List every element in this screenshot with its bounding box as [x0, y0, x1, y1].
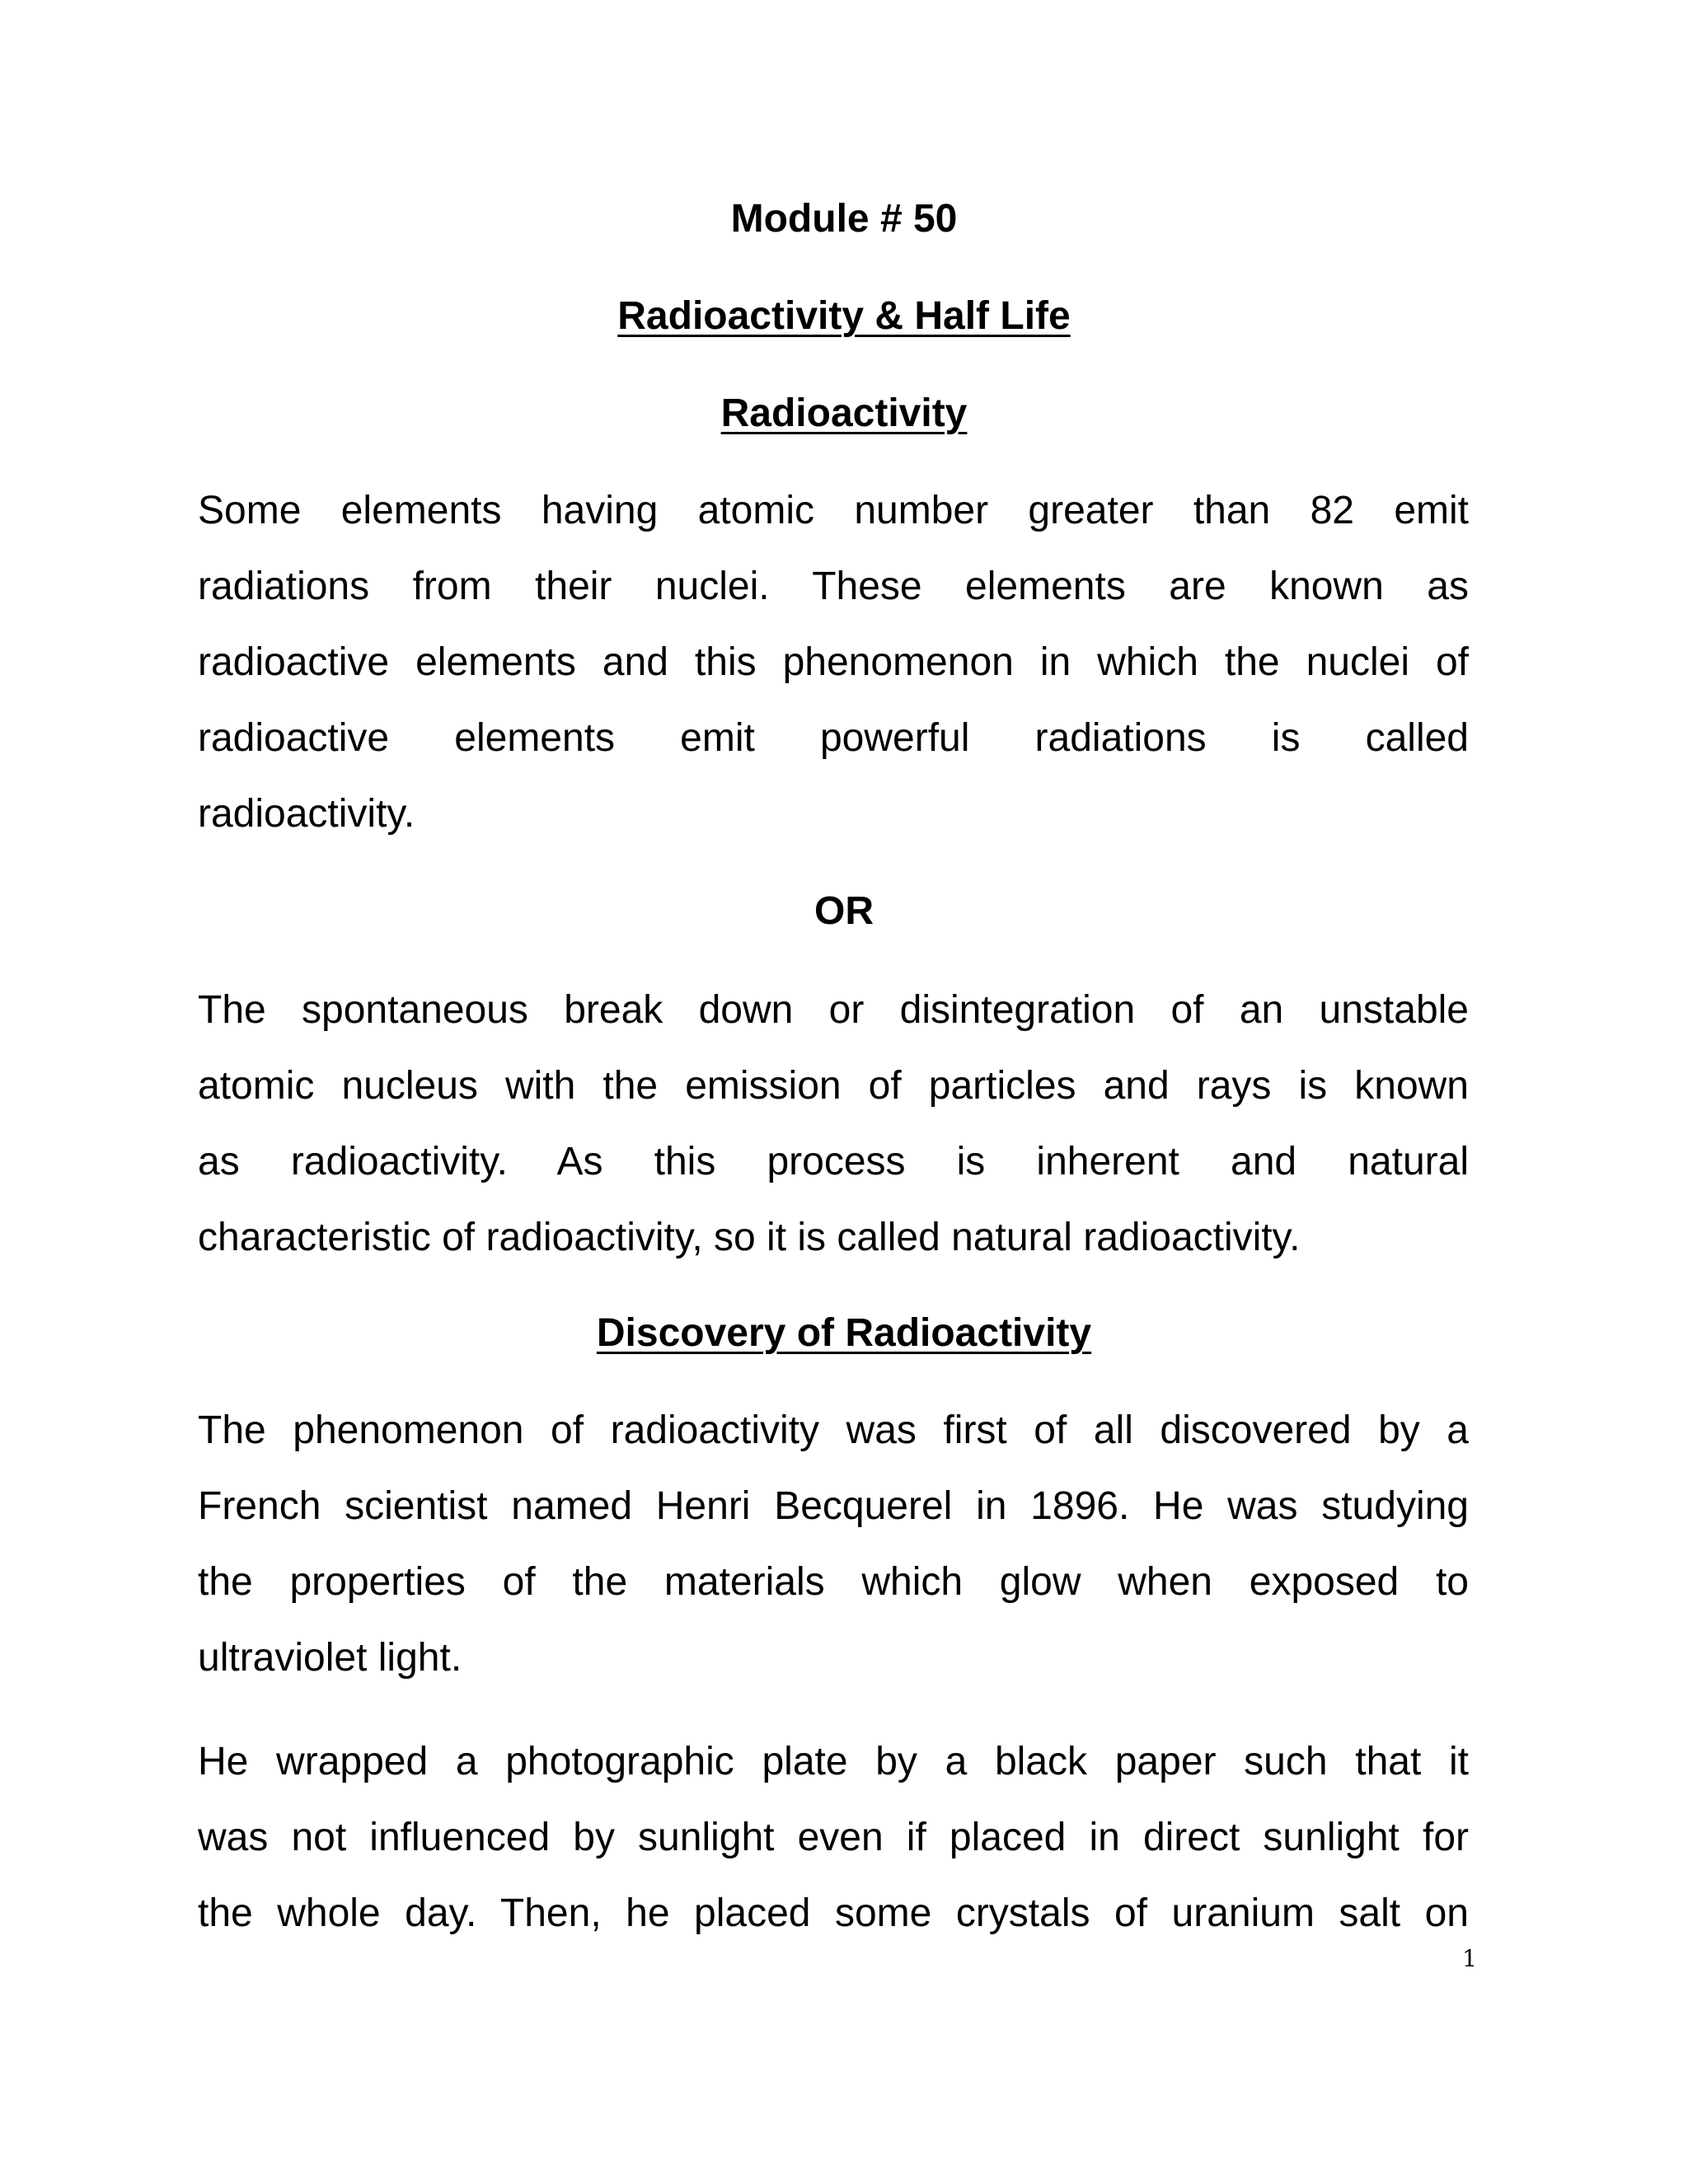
paragraph-discovery-becquerel: [198, 1393, 1469, 1696]
text-line: He wrapped a photographic plate by a black paper such that it: [198, 1740, 1469, 1783]
section-heading-radioactivity-text: Radioactivity: [720, 391, 968, 435]
page-number: 1: [1462, 1945, 1477, 1972]
text-line: radioactivity.: [198, 792, 415, 836]
text-line: as radioactivity. As this process is inherent and natural: [198, 1140, 1469, 1183]
text-line: atomic nucleus with the emission of particles and rays is known: [198, 1064, 1469, 1108]
text-line: ultraviolet light.: [198, 1636, 462, 1680]
text-line: radiations from their nuclei. These elements are known as: [198, 565, 1469, 608]
text-line: the whole day. Then, he placed some crystals of uranium salt on: [198, 1891, 1469, 1935]
section-heading-discovery-text: Discovery of Radioactivity: [596, 1311, 1092, 1355]
section-heading-radioactivity: [0, 391, 1688, 437]
paragraph-radioactivity-definition: [198, 473, 1469, 852]
module-title: [0, 196, 1688, 242]
text-line: Some elements having atomic number greater than 82 emit: [198, 489, 1469, 532]
topic-title: [0, 293, 1688, 340]
topic-title-text: Radioactivity & Half Life: [617, 294, 1071, 338]
text-line: radioactive elements emit powerful radiations is called: [198, 716, 1469, 760]
text-line: The spontaneous break down or disintegration of an unstable: [198, 988, 1469, 1032]
or-separator: [0, 888, 1688, 935]
text-line: The phenomenon of radioactivity was first of all discovered by a: [198, 1408, 1469, 1452]
text-line: radioactive elements and this phenomenon in which the nuclei of: [198, 640, 1469, 684]
text-line: the properties of the materials which glow when exposed to: [198, 1560, 1469, 1604]
or-separator-text: OR: [814, 889, 874, 933]
module-title-text: Module # 50: [730, 197, 958, 241]
section-heading-discovery: [0, 1310, 1688, 1357]
text-line: was not influenced by sunlight even if placed in direct sunlight for: [198, 1816, 1469, 1859]
text-line: characteristic of radioactivity, so it is called natural radioactivity.: [198, 1216, 1301, 1259]
paragraph-radioactivity-alternate-definition: [198, 972, 1469, 1276]
paragraph-discovery-photographic-plate: [198, 1724, 1469, 1952]
text-line: French scientist named Henri Becquerel in 1896. He was studying: [198, 1484, 1469, 1528]
